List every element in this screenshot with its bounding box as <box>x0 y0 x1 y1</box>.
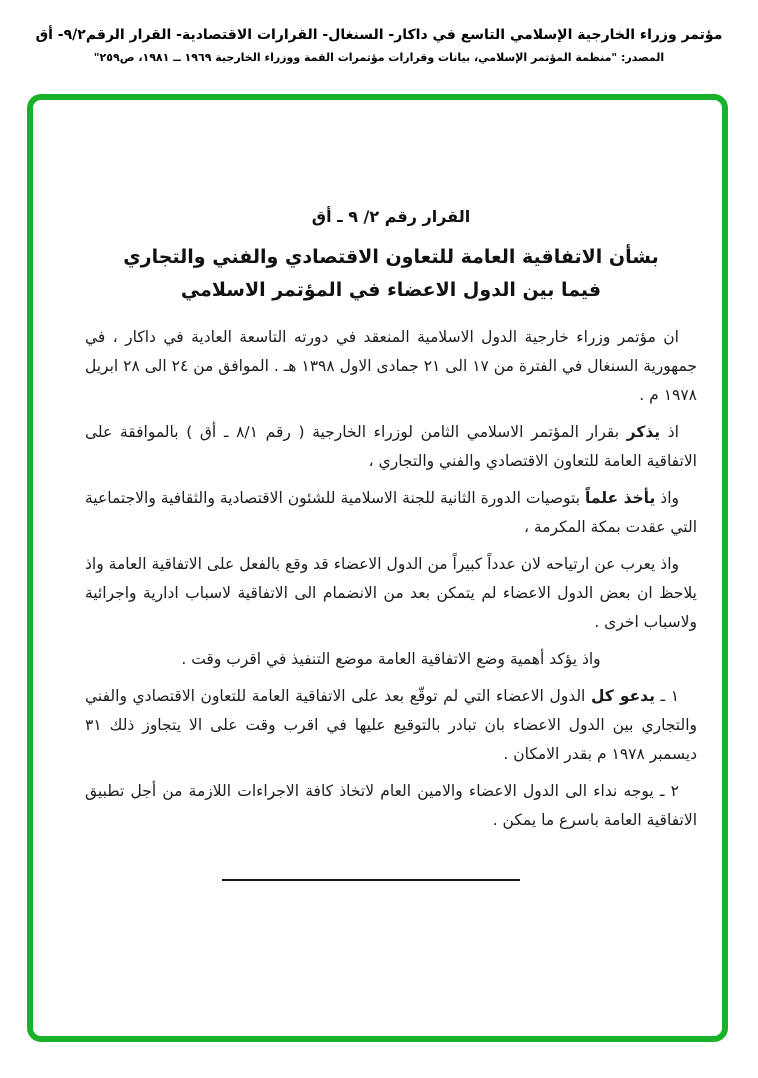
paragraph-text: ١ ـ <box>654 687 680 705</box>
paragraph-text: بتوصيات الدورة الثانية للجنة الاسلامية للشئون الاقتصادية والثقافية والاجتماعية التي عقدت بمكة المكرمة ، <box>85 489 697 536</box>
paragraph-text: الدول الاعضاء التي لم توقّع بعد على الاتفاقية العامة للتعاون الاقتصادي والفني والتجاري بين الدول الاعضاء بان تبادر بالتوقيع عليها في اقرب وقت على الا يتجاوز ذلك ٣١ ديسمبر ١٩٧٨ م بقدر الامكان . <box>85 687 697 763</box>
paragraph-affirming <box>85 645 697 674</box>
paragraph-expressing-satisfaction <box>85 550 697 637</box>
paragraph-text: ان مؤتمر وزراء خارجية الدول الاسلامية المنعقد في دورته التاسعة العادية في داكار ، في جمهورية السنغال في الفترة من ١٧ الى ٢١ جمادى الاول ١٣٩٨ هـ . الموافق من ٢٤ الى ٢٨ ابريل ١٩٧٨ م . <box>85 328 697 404</box>
resolution-title-line2: فيما بين الدول الاعضاء في المؤتمر الاسلامي <box>180 279 602 301</box>
paragraph-text: ٢ ـ يوجه نداء الى الدول الاعضاء والامين العام لاتخاذ كافة الاجراءات اللازمة من أجل تطبيق الاتفاقية العامة باسرع ما يمكن . <box>85 782 697 829</box>
paragraph-recalling <box>85 418 697 476</box>
paragraph-preamble <box>85 323 697 410</box>
paragraph-text: واذ يعرب عن ارتياحه لان عدداً كبيراً من الدول الاعضاء قد وقع بالفعل على الاتفاقية العامة واذ يلاحظ ان بعض الدول الاعضاء لم يتمكن بعد من الانضمام الى الاتفاقية لاسباب ادارية واجرائية ولاسباب اخرى . <box>85 555 697 631</box>
header-title: مؤتمر وزراء الخارجية الإسلامي التاسع في داكار- السنغال- القرارات الاقتصادية- القرار الرقم٩/٢- أق <box>35 27 723 43</box>
header-source: المصدر: "منظمة المؤتمر الإسلامي، بيانات وقرارات مؤتمرات القمة ووزراء الخارجية ١٩٦٩ ــ ١٩٨١، ص٢٥٩" <box>93 51 665 64</box>
operative-item-1 <box>85 682 697 769</box>
resolution-title-line1: بشأن الاتفاقية العامة للتعاون الاقتصادي والفني والتجاري <box>123 246 659 268</box>
paragraph-text: اذ <box>660 423 679 441</box>
paragraph-bold-text: يأخذ علماً <box>585 489 656 507</box>
document-header <box>0 27 758 64</box>
paragraph-taking-note <box>85 484 697 542</box>
document-frame <box>27 94 728 1042</box>
operative-item-2 <box>85 777 697 835</box>
footer-divider <box>222 879 520 881</box>
paragraph-text: واذ <box>655 489 679 507</box>
paragraph-bold-text: يذكر <box>626 423 661 441</box>
resolution-number: القرار رقم ٢/ ٩ ـ أق <box>311 207 471 226</box>
paragraph-text: بقرار المؤتمر الاسلامي الثامن لوزراء الخارجية ( رقم ٨/١ ـ أق ) بالموافقة على الاتفاقية العامة للتعاون الاقتصادي والفني والتجاري ، <box>85 423 697 470</box>
scanned-document <box>33 100 722 881</box>
paragraph-text: واذ يؤكد أهمية وضع الاتفاقية العامة موضع التنفيذ في اقرب وقت . <box>181 650 601 668</box>
paragraph-bold-text: يدعو كل <box>590 687 655 705</box>
